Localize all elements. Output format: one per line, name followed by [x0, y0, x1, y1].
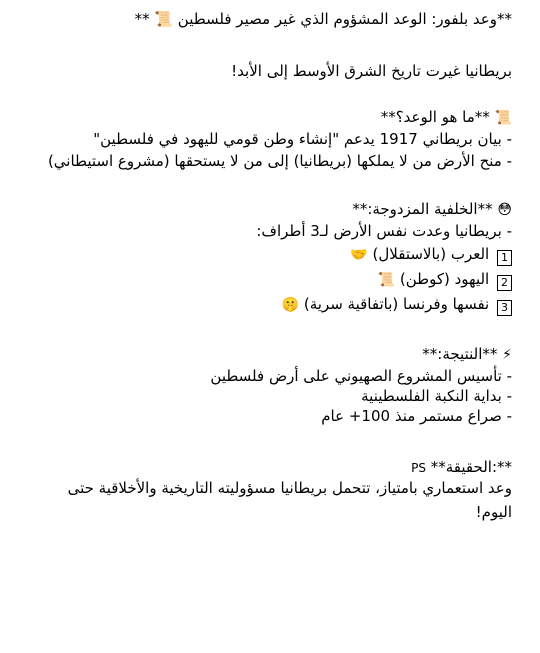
- list-item-text: نفسها وفرنسا (باتفاقية سرية): [303, 295, 490, 313]
- ps-label: PS: [411, 461, 426, 475]
- keycap-number-icon: 1: [497, 250, 512, 266]
- section1-heading: [22, 106, 512, 129]
- list-item-text: اليهود (كوطن): [399, 270, 490, 288]
- section1-heading-text: **ما هو الوعد؟**: [380, 108, 490, 126]
- list-item: [22, 268, 512, 291]
- intro-text: بريطانيا غيرت تاريخ الشرق الأوسط إلى الأبد!: [231, 62, 512, 80]
- handshake-icon: 🤝: [350, 247, 368, 263]
- list-item: - منح الأرض من لا يملكها (بريطانيا) إلى من لا يستحقها (مشروع استيطاني): [47, 152, 512, 170]
- list-item: - صراع مستمر منذ 100+ عام: [321, 407, 512, 425]
- list-item-text: العرب (بالاستقلال): [372, 245, 490, 263]
- scroll-icon: 📜: [377, 272, 396, 288]
- list-item: [22, 293, 512, 316]
- flushed-face-icon: 😳: [497, 202, 512, 218]
- list-item: - بداية النكبة الفلسطينية: [361, 387, 512, 405]
- keycap-number-icon: 3: [497, 300, 512, 316]
- lightning-icon: ⚡: [502, 347, 512, 363]
- scroll-icon: 📜: [494, 110, 512, 126]
- document-title: **وعد بلفور: الوعد المشؤوم الذي غير مصير فلسطين 📜 **: [134, 10, 512, 28]
- section2-lead: - بريطانيا وعدت نفس الأرض لـ3 أطراف:: [256, 222, 512, 240]
- list-item: [22, 243, 512, 266]
- section4-heading-text: **الحقيقة:**: [430, 458, 512, 476]
- list-item: - تأسيس المشروع الصهيوني على أرض فلسطين: [210, 367, 512, 385]
- section2-heading: [22, 198, 512, 221]
- shushing-face-icon: 🤫: [281, 297, 300, 313]
- section3-heading: [22, 343, 512, 366]
- list-item: - بيان بريطاني 1917 يدعم "إنشاء وطن قومي لليهود في فلسطين": [93, 130, 512, 148]
- keycap-number-icon: 2: [497, 275, 512, 291]
- section4-text: وعد استعماري بامتياز، تتحمل بريطانيا مسؤوليته التاريخية والأخلاقية حتى اليوم!: [67, 479, 512, 521]
- section2-heading-text: **الخلفية المزدوجة:**: [352, 200, 493, 218]
- section3-heading-text: **النتيجة:**: [422, 345, 498, 363]
